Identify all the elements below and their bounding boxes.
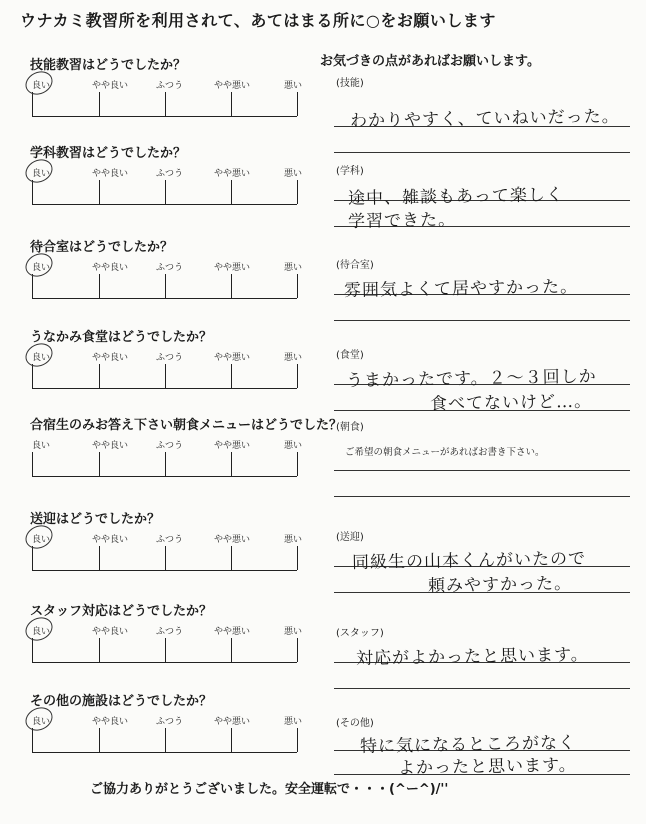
scale-label-fairly-good: やや良い: [92, 717, 129, 727]
scale-label-bad: 悪い: [284, 263, 303, 273]
scale-label-fairly-bad: やや悪い: [214, 263, 251, 273]
rating-scale: [32, 438, 303, 478]
scale-label-fairly-good: やや良い: [92, 627, 129, 637]
scale-label-average: ふつう: [156, 627, 184, 637]
comment-text: 特に気になるところがなく: [359, 733, 577, 757]
question-title: 送迎はどうでしたか？: [30, 512, 161, 527]
question-breakfast: [0, 414, 646, 506]
comment-text: 食べてないけど…。: [429, 391, 593, 415]
comment-label: (送迎): [336, 532, 364, 543]
rating-scale: [32, 260, 303, 300]
scale-label-good: 良い: [32, 535, 51, 545]
form-title: ウナカミ教習所を利用されて、あてはまる所に○をお願いします: [20, 11, 496, 30]
rating-scale: [32, 350, 303, 390]
comment-text: うまかったです。２～３回しか: [345, 366, 597, 392]
rating-line[interactable]: [32, 92, 297, 117]
scale-label-bad: 悪い: [284, 169, 303, 179]
scale-label-fairly-good: やや良い: [92, 535, 129, 545]
scale-label-bad: 悪い: [284, 81, 303, 91]
scale-label-fairly-bad: やや悪い: [214, 441, 251, 451]
question-title: スタッフ対応はどうでしたか？: [30, 604, 213, 619]
comment-label: (スタッフ): [336, 628, 384, 639]
comment-label: (その他): [336, 718, 374, 729]
scale-label-bad: 悪い: [284, 717, 303, 727]
rating-scale: [32, 624, 303, 664]
rating-line[interactable]: [32, 274, 297, 299]
comment-text: よかったと思います。: [397, 755, 577, 779]
rating-line[interactable]: [32, 546, 297, 571]
comment-label: (食堂): [336, 350, 364, 361]
footer-message: ご協力ありがとうございました。安全運転で・・・(^ー^)/'': [90, 782, 449, 797]
question-title: その他の施設はどうでしたか？: [30, 694, 213, 709]
question-title: 待合室はどうでしたか？: [30, 240, 174, 255]
rating-line[interactable]: [32, 638, 297, 663]
rating-line[interactable]: [32, 728, 297, 753]
comment-heading: お気づきの点があればお願いします。: [320, 54, 540, 69]
rating-scale: [32, 532, 303, 572]
rating-scale: [32, 78, 303, 118]
comment-line[interactable]: [334, 496, 630, 497]
comment-text: 雰囲気よくて居やすかった。: [343, 276, 579, 302]
comment-line[interactable]: [334, 470, 630, 471]
scale-label-fairly-bad: やや悪い: [214, 81, 251, 91]
scale-label-bad: 悪い: [284, 441, 303, 451]
scale-label-average: ふつう: [156, 717, 184, 727]
question-staff: [0, 600, 646, 692]
comment-label: (学科): [336, 166, 364, 177]
question-waiting-room: [0, 236, 646, 328]
scale-label-fairly-bad: やや悪い: [214, 717, 251, 727]
comment-label: (待合室): [336, 260, 374, 271]
scale-label-good: 良い: [32, 353, 51, 363]
scale-label-good: 良い: [32, 81, 51, 91]
scale-label-bad: 悪い: [284, 535, 303, 545]
scale-label-bad: 悪い: [284, 353, 303, 363]
question-title: 技能教習はどうでしたか？: [30, 58, 187, 73]
scale-label-good: 良い: [32, 627, 51, 637]
question-shuttle: [0, 508, 646, 600]
scale-label-average: ふつう: [156, 353, 184, 363]
comment-text: 学習できた。: [347, 210, 457, 232]
comment-line: [334, 320, 630, 321]
comment-text: 途中、雑談もあって楽しく: [347, 185, 565, 209]
scale-label-bad: 悪い: [284, 627, 303, 637]
scale-label-good: 良い: [32, 169, 51, 179]
scale-label-fairly-good: やや良い: [92, 441, 129, 451]
comment-text: わかりやすく、ていねいだった。: [349, 106, 620, 132]
scale-label-average: ふつう: [156, 441, 184, 451]
rating-scale: [32, 166, 303, 206]
scale-label-average: ふつう: [156, 535, 184, 545]
question-cafeteria: [0, 326, 646, 418]
comment-line: [334, 688, 630, 689]
scale-label-fairly-good: やや良い: [92, 169, 129, 179]
scale-label-average: ふつう: [156, 169, 184, 179]
scale-label-good: 良い: [32, 263, 51, 273]
question-other-facilities: [0, 690, 646, 782]
rating-line[interactable]: [32, 180, 297, 205]
question-lecture: [0, 142, 646, 234]
scale-label-fairly-bad: やや悪い: [214, 627, 251, 637]
question-title: うなかみ食堂はどうでしたか？: [30, 330, 213, 345]
comment-label: (朝食): [336, 422, 364, 433]
rating-line[interactable]: [32, 452, 297, 477]
rating-line[interactable]: [32, 364, 297, 389]
comment-text: 対応がよかったと思います。: [355, 644, 589, 670]
scale-label-fairly-bad: やや悪い: [214, 535, 251, 545]
scale-label-good: 良い: [32, 441, 51, 451]
question-title: 学科教習はどうでしたか？: [30, 146, 187, 161]
question-title: 合宿生のみお答え下さい朝食メニューはどうでした？: [30, 418, 343, 433]
scale-label-fairly-good: やや良い: [92, 263, 129, 273]
scale-label-good: 良い: [32, 717, 51, 727]
comment-text: 同級生の山本くんがいたので: [351, 548, 587, 574]
rating-scale: [32, 714, 303, 754]
comment-text: 頼みやすかった。: [427, 573, 573, 597]
comment-label: (技能): [336, 78, 364, 89]
scale-label-fairly-bad: やや悪い: [214, 353, 251, 363]
scale-label-fairly-good: やや良い: [92, 353, 129, 363]
scale-label-average: ふつう: [156, 263, 184, 273]
scale-label-average: ふつう: [156, 81, 184, 91]
scale-label-fairly-bad: やや悪い: [214, 169, 251, 179]
scale-label-fairly-good: やや良い: [92, 81, 129, 91]
question-skill: [0, 54, 646, 146]
comment-note: ご希望の朝食メニューがあればお書き下さい。: [345, 447, 545, 458]
